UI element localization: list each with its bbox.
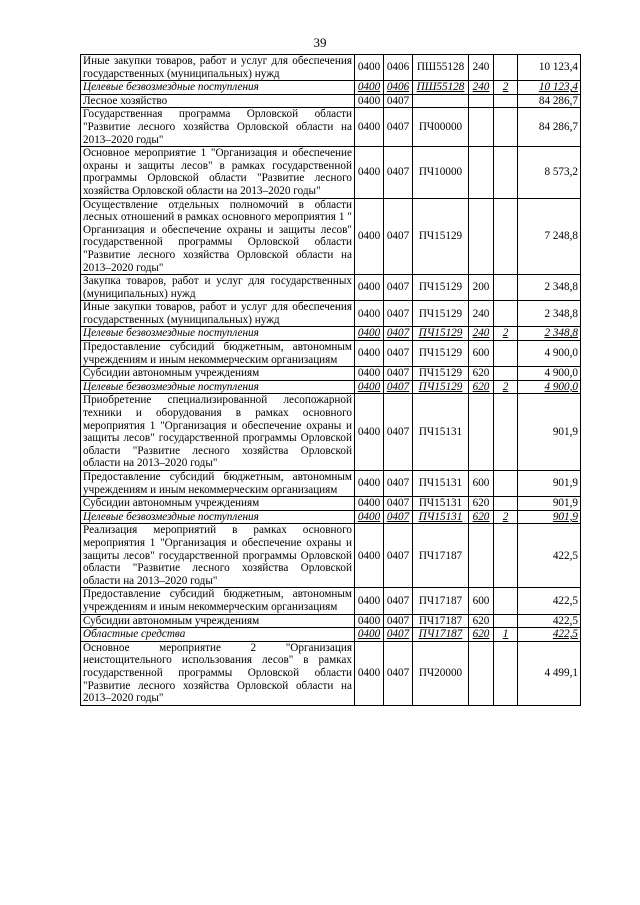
row-target-article: ПЧ15129 — [413, 367, 469, 381]
row-name: Предоставление субсидий бюджетным, автономным учреждениям и иным некоммерческим организациям — [81, 341, 355, 367]
row-funding-source — [494, 301, 518, 327]
row-funding-source — [494, 367, 518, 381]
row-funding-source: 2 — [494, 380, 518, 394]
row-name: Основное мероприятие 1 "Организация и обеспечение охраны и защиты лесов" в рамках государственной программы Орловской области "Развитие лесного хозяйства Орловской области на 2013–2020 годы" — [81, 147, 355, 198]
table-row — [81, 614, 581, 628]
row-expense-type — [469, 641, 494, 705]
row-subsection: 0407 — [384, 628, 413, 642]
row-expense-type: 240 — [469, 55, 494, 81]
row-subsection: 0407 — [384, 275, 413, 301]
row-funding-source — [494, 641, 518, 705]
row-target-article: ПЧ10000 — [413, 147, 469, 198]
row-target-article: ПЧ15131 — [413, 471, 469, 497]
table-row — [81, 394, 581, 471]
row-target-article — [413, 94, 469, 108]
row-amount: 8 573,2 — [518, 147, 581, 198]
row-section: 0400 — [355, 394, 384, 471]
row-section: 0400 — [355, 94, 384, 108]
row-section: 0400 — [355, 524, 384, 588]
row-name: Иные закупки товаров, работ и услуг для обеспечения государственных (муниципальных) нужд — [81, 301, 355, 327]
row-subsection: 0407 — [384, 147, 413, 198]
row-amount: 4 900,0 — [518, 380, 581, 394]
row-name: Субсидии автономным учреждениям — [81, 367, 355, 381]
row-expense-type: 620 — [469, 628, 494, 642]
row-name: Закупка товаров, работ и услуг для государственных (муниципальных) нужд — [81, 275, 355, 301]
row-amount: 901,9 — [518, 471, 581, 497]
row-section: 0400 — [355, 81, 384, 95]
row-target-article: ПЧ20000 — [413, 641, 469, 705]
row-name: Предоставление субсидий бюджетным, автономным учреждениям и иным некоммерческим организациям — [81, 588, 355, 614]
row-funding-source — [494, 198, 518, 275]
row-name: Приобретение специализированной лесопожарной техники и оборудования в рамках основного мероприятия 1 "Организация и обеспечение охраны и защиты лесов" государственной программы Орловской области "Развитие лесного хозяйства Орловской области на 2013–2020 годы" — [81, 394, 355, 471]
row-subsection: 0407 — [384, 341, 413, 367]
row-amount: 901,9 — [518, 497, 581, 511]
row-subsection: 0407 — [384, 198, 413, 275]
row-name: Государственная программа Орловской области "Развитие лесного хозяйства Орловской области на 2013–2020 годы" — [81, 108, 355, 147]
table-row — [81, 471, 581, 497]
row-subsection: 0407 — [384, 327, 413, 341]
row-amount: 84 286,7 — [518, 94, 581, 108]
row-target-article: ПЧ15129 — [413, 198, 469, 275]
row-name: Субсидии автономным учреждениям — [81, 497, 355, 511]
row-target-article: ПЧ17187 — [413, 524, 469, 588]
row-amount: 84 286,7 — [518, 108, 581, 147]
table-row — [81, 275, 581, 301]
row-name: Лесное хозяйство — [81, 94, 355, 108]
row-section: 0400 — [355, 588, 384, 614]
row-expense-type — [469, 147, 494, 198]
row-subsection: 0406 — [384, 55, 413, 81]
row-section: 0400 — [355, 380, 384, 394]
row-amount: 422,5 — [518, 628, 581, 642]
row-target-article: ПШ55128 — [413, 81, 469, 95]
row-name: Субсидии автономным учреждениям — [81, 614, 355, 628]
row-target-article: ПЧ15131 — [413, 497, 469, 511]
row-section: 0400 — [355, 497, 384, 511]
row-section: 0400 — [355, 147, 384, 198]
table-row — [81, 94, 581, 108]
row-amount: 422,5 — [518, 524, 581, 588]
row-target-article: ПЧ17187 — [413, 588, 469, 614]
row-subsection: 0407 — [384, 524, 413, 588]
row-target-article: ПЧ15129 — [413, 327, 469, 341]
table-row — [81, 641, 581, 705]
row-name: Целевые безвозмездные поступления — [81, 81, 355, 95]
page-number: 39 — [313, 35, 327, 50]
table-row — [81, 380, 581, 394]
row-funding-source — [494, 497, 518, 511]
row-section: 0400 — [355, 614, 384, 628]
row-amount: 422,5 — [518, 588, 581, 614]
row-expense-type: 200 — [469, 275, 494, 301]
budget-table — [80, 54, 581, 706]
row-subsection: 0407 — [384, 614, 413, 628]
row-target-article: ПЧ15129 — [413, 341, 469, 367]
row-funding-source: 1 — [494, 628, 518, 642]
row-section: 0400 — [355, 367, 384, 381]
row-name: Реализация мероприятий в рамках основного мероприятия 1 "Организация и обеспечение охраны и защиты лесов" государственной программы Орловской области "Развитие лесного хозяйства Орловской области на 2013–2020 годы" — [81, 524, 355, 588]
row-amount: 4 499,1 — [518, 641, 581, 705]
table-row — [81, 497, 581, 511]
row-subsection: 0407 — [384, 641, 413, 705]
row-name: Предоставление субсидий бюджетным, автономным учреждениям и иным некоммерческим организациям — [81, 471, 355, 497]
row-expense-type: 600 — [469, 341, 494, 367]
row-funding-source — [494, 394, 518, 471]
row-expense-type — [469, 108, 494, 147]
row-target-article: ПШ55128 — [413, 55, 469, 81]
row-section: 0400 — [355, 327, 384, 341]
row-expense-type: 600 — [469, 471, 494, 497]
table-row — [81, 367, 581, 381]
row-name: Целевые безвозмездные поступления — [81, 380, 355, 394]
row-name: Осуществление отдельных полномочий в области лесных отношений в рамках основного мероприятия 1 " Организация и обеспечение охраны и защиты лесов" государственной программы Орловской области "Развитие лесного хозяйства Орловской области на 2013–2020 годы" — [81, 198, 355, 275]
row-funding-source: 2 — [494, 327, 518, 341]
row-target-article: ПЧ15131 — [413, 510, 469, 524]
row-amount: 10 123,4 — [518, 81, 581, 95]
row-expense-type — [469, 524, 494, 588]
row-target-article: ПЧ00000 — [413, 108, 469, 147]
row-funding-source — [494, 341, 518, 367]
row-name: Иные закупки товаров, работ и услуг для обеспечения государственных (муниципальных) нужд — [81, 55, 355, 81]
row-subsection: 0406 — [384, 81, 413, 95]
row-section: 0400 — [355, 275, 384, 301]
row-subsection: 0407 — [384, 108, 413, 147]
table-row — [81, 628, 581, 642]
table-row — [81, 55, 581, 81]
table-row — [81, 524, 581, 588]
table-row — [81, 341, 581, 367]
row-amount: 4 900,0 — [518, 367, 581, 381]
row-expense-type: 240 — [469, 81, 494, 95]
row-expense-type — [469, 198, 494, 275]
row-funding-source — [494, 614, 518, 628]
row-expense-type: 620 — [469, 497, 494, 511]
row-amount: 10 123,4 — [518, 55, 581, 81]
row-subsection: 0407 — [384, 588, 413, 614]
row-funding-source — [494, 588, 518, 614]
row-subsection: 0407 — [384, 497, 413, 511]
table-row — [81, 147, 581, 198]
row-expense-type: 620 — [469, 380, 494, 394]
row-funding-source — [494, 55, 518, 81]
row-target-article: ПЧ15131 — [413, 394, 469, 471]
row-funding-source: 2 — [494, 510, 518, 524]
row-target-article: ПЧ15129 — [413, 275, 469, 301]
row-section: 0400 — [355, 510, 384, 524]
row-expense-type: 600 — [469, 588, 494, 614]
row-expense-type: 620 — [469, 367, 494, 381]
row-name: Областные средства — [81, 628, 355, 642]
table-row — [81, 301, 581, 327]
row-section: 0400 — [355, 341, 384, 367]
row-name: Целевые безвозмездные поступления — [81, 327, 355, 341]
row-amount: 7 248,8 — [518, 198, 581, 275]
row-funding-source — [494, 108, 518, 147]
row-subsection: 0407 — [384, 380, 413, 394]
row-amount: 2 348,8 — [518, 301, 581, 327]
row-amount: 901,9 — [518, 394, 581, 471]
row-subsection: 0407 — [384, 471, 413, 497]
table-row — [81, 588, 581, 614]
row-amount: 4 900,0 — [518, 341, 581, 367]
row-section: 0400 — [355, 471, 384, 497]
table-row — [81, 108, 581, 147]
row-subsection: 0407 — [384, 301, 413, 327]
row-funding-source — [494, 94, 518, 108]
row-section: 0400 — [355, 108, 384, 147]
row-target-article: ПЧ15129 — [413, 301, 469, 327]
row-section: 0400 — [355, 628, 384, 642]
row-amount: 2 348,8 — [518, 327, 581, 341]
row-subsection: 0407 — [384, 394, 413, 471]
row-expense-type — [469, 94, 494, 108]
row-amount: 901,9 — [518, 510, 581, 524]
row-funding-source — [494, 275, 518, 301]
table-row — [81, 81, 581, 95]
table-row — [81, 327, 581, 341]
row-name: Основное мероприятие 2 "Организация неистощительного использования лесов" в рамках государственной программы Орловской области "Развитие лесного хозяйства Орловской области на 2013–2020 годы" — [81, 641, 355, 705]
row-expense-type: 240 — [469, 301, 494, 327]
row-funding-source — [494, 471, 518, 497]
row-subsection: 0407 — [384, 510, 413, 524]
row-expense-type: 240 — [469, 327, 494, 341]
row-amount: 2 348,8 — [518, 275, 581, 301]
table-row — [81, 510, 581, 524]
row-section: 0400 — [355, 55, 384, 81]
row-subsection: 0407 — [384, 94, 413, 108]
row-expense-type: 620 — [469, 614, 494, 628]
row-amount: 422,5 — [518, 614, 581, 628]
row-section: 0400 — [355, 301, 384, 327]
row-target-article: ПЧ17187 — [413, 628, 469, 642]
row-section: 0400 — [355, 641, 384, 705]
row-funding-source — [494, 524, 518, 588]
row-target-article: ПЧ15129 — [413, 380, 469, 394]
row-name: Целевые безвозмездные поступления — [81, 510, 355, 524]
row-target-article: ПЧ17187 — [413, 614, 469, 628]
row-section: 0400 — [355, 198, 384, 275]
row-funding-source — [494, 147, 518, 198]
row-subsection: 0407 — [384, 367, 413, 381]
table-row — [81, 198, 581, 275]
row-expense-type — [469, 394, 494, 471]
row-expense-type: 620 — [469, 510, 494, 524]
row-funding-source: 2 — [494, 81, 518, 95]
